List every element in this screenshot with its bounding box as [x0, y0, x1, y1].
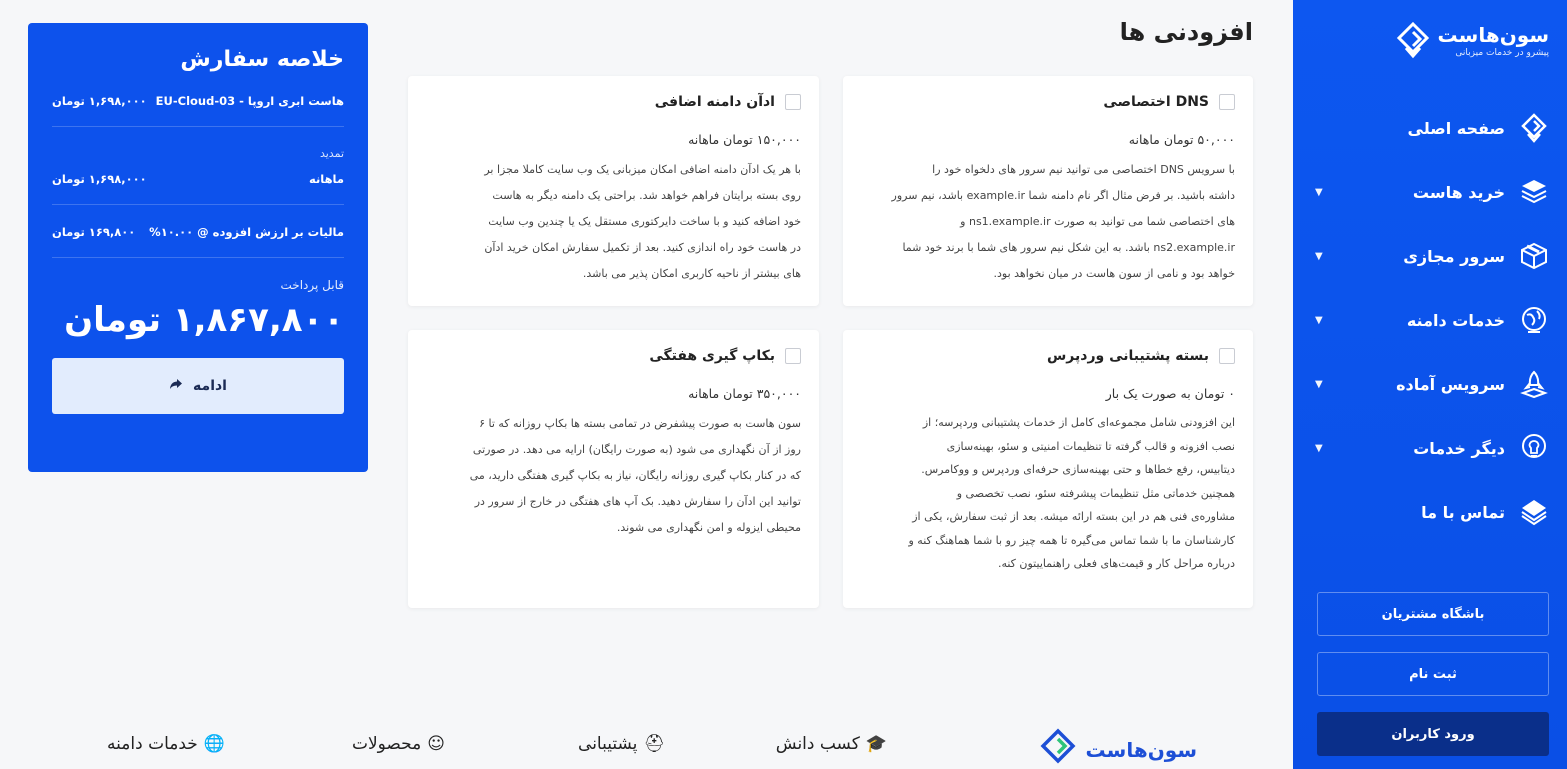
addon-checkbox[interactable] [785, 94, 801, 110]
addon-description [861, 411, 1235, 576]
nav-label: سرور مجازی [1403, 246, 1505, 266]
main-nav [1293, 96, 1567, 544]
brand-text [1438, 23, 1550, 59]
globe-icon [1519, 305, 1549, 335]
addon-title: بسته پشتیبانی وردپرس [1046, 348, 1209, 364]
nav-item-vps[interactable] [1293, 224, 1567, 288]
order-summary [28, 23, 368, 472]
description-line: همچنین خدماتی مثل تنظیمات پیشرفته سئو، نصب تخصصی و [956, 486, 1235, 500]
summary-item-row [52, 94, 344, 127]
description-line: نصب افزونه و قالب گرفته تا تنظیمات امنیتی و سئو، بهینه‌سازی [946, 439, 1235, 453]
caret-down-icon: ▼ [1315, 250, 1323, 262]
nav-item-buy-host[interactable] [1293, 160, 1567, 224]
continue-button[interactable] [52, 358, 344, 414]
description-line: با سرویس DNS اختصاصی می توانید نیم سرور های دلخواه خود را [932, 163, 1235, 176]
footer-link-label: خدمات دامنه [107, 734, 198, 754]
smile-icon: ☺ [427, 734, 445, 754]
nav-label: تماس با ما [1421, 502, 1505, 522]
addon-title: DNS اختصاصی [1103, 94, 1209, 110]
description-line: های اختصاصی شما می توانید به صورت ns1.example.ir و [960, 215, 1235, 228]
footer-link-products[interactable] [352, 734, 445, 754]
summary-item-name: هاست ابری اروپا - EU-Cloud-03 [155, 94, 344, 108]
nav-label: خرید هاست [1412, 182, 1505, 202]
continue-label: ادامه [193, 378, 227, 394]
diamond-logo-icon [1519, 113, 1549, 143]
rocket-icon [1519, 369, 1549, 399]
nav-label: سرویس آماده [1396, 374, 1505, 394]
description-line: کارشناسان ما با شما تماس می‌گیره تا همه چیز رو با شما هماهنگ کنه و [908, 533, 1235, 547]
footer-link-label: محصولات [351, 734, 422, 754]
description-line: روی بسته برایتان فراهم خواهد شد. براحتی یک دامنه دیگر به هاست [492, 189, 801, 202]
share-arrow-icon [169, 378, 183, 394]
nav-item-home[interactable] [1293, 96, 1567, 160]
summary-renew-price: ۱,۶۹۸,۰۰۰ تومان [52, 172, 147, 186]
summary-renew [309, 147, 344, 186]
description-line: ns2.example.ir باشد. به این شکل نیم سرور های شما با برند خود شما [902, 241, 1235, 254]
description-line: با هر یک ادآن دامنه اضافی امکان میزبانی یک وب سایت کاملا مجزا بر [484, 163, 801, 176]
lightbulb-icon [1519, 433, 1549, 463]
footer-link-support[interactable] [578, 734, 665, 754]
description-line: خود اضافه کنید و با ساخت دایرکتوری مستقل یک یا چندین وب سایت [488, 215, 801, 228]
description-line: روز از آن نگهداری می شود (به صورت رایگان) ارایه می دهد. در صورتی [472, 443, 801, 456]
brand-diamond-icon [1396, 22, 1430, 60]
page-title: افزودنی ها [1119, 18, 1253, 46]
addon-price: ۵۰,۰۰۰ تومان ماهانه [1128, 132, 1235, 147]
addon-description [426, 157, 801, 287]
addon-description [426, 411, 801, 541]
description-line: مشاوره‌ی فنی هم در این بسته ارائه میشه. بعد از ثبت سفارش، یکی از [912, 510, 1235, 523]
addon-card-extra-domain [408, 76, 819, 306]
graduation-cap-icon: 🎓 [865, 734, 887, 754]
mail-icon [1519, 497, 1549, 527]
nav-item-domain[interactable] [1293, 288, 1567, 352]
summary-renew-value: ماهانه [308, 172, 344, 186]
brand-name: سون‌هاست [1437, 23, 1549, 47]
addon-price: ۱۵۰,۰۰۰ تومان ماهانه [688, 132, 801, 147]
caret-down-icon: ▼ [1315, 186, 1323, 198]
addon-card-weekly-backup [408, 330, 819, 608]
footer-link-label: کسب دانش [775, 734, 860, 754]
brand-tagline: پیشرو در خدمات میزبانی [1455, 48, 1549, 58]
addon-card-dns [843, 76, 1253, 306]
addon-title: ادآن دامنه اضافی [654, 94, 775, 110]
description-line: سون هاست به صورت پیشفرض در تمامی بسته ها بکاپ روزانه که تا ۶ [479, 417, 801, 430]
footer-link-label: پشتیبانی [578, 734, 638, 754]
caret-down-icon: ▼ [1315, 314, 1323, 326]
footer-link-knowledge[interactable] [776, 734, 887, 754]
payable-label: قابل پرداخت [280, 278, 344, 292]
addon-price: ۳۵۰,۰۰۰ تومان ماهانه [688, 386, 801, 401]
cube-server-icon [1519, 241, 1549, 271]
summary-renew-label: تمدید [319, 147, 344, 160]
description-line: داشته باشید. بر فرض مثال اگر نام دامنه شما example.ir باشد، نیم سرور [891, 189, 1235, 202]
footer [0, 700, 1293, 769]
nav-label: صفحه اصلی [1407, 118, 1505, 138]
summary-tax-label: مالیات بر ارزش افزوده @ ۱۰.۰۰% [149, 225, 344, 239]
description-line: دیتابیس، رفع خطاها و حتی بهینه‌سازی حرفه‌ای وردپرس و ووکامرس. [921, 463, 1235, 476]
description-line: درباره مراحل کار و قیمت‌های فعلی راهنماییتون کنه. [997, 557, 1235, 570]
description-line: که در کنار بکاپ گیری روزانه رایگان، نیاز به بکاپ گیری هفتگی دارید، می [469, 469, 801, 482]
description-line: در هاست خود راه اندازی کنید. بعد از تکمیل سفارش امکان خرید ادآن [484, 241, 801, 254]
addon-card-wordpress-support [843, 330, 1253, 608]
register-button[interactable]: ثبت نام [1317, 652, 1549, 696]
description-line: های بیشتر از ناحیه کاربری امکان پذیر می باشد. [582, 267, 801, 280]
summary-tax-price: ۱۶۹,۸۰۰ تومان [52, 225, 136, 239]
addon-checkbox[interactable] [785, 348, 801, 364]
addon-title: بکاپ گیری هفتگی [649, 348, 775, 364]
nav-item-ready-service[interactable] [1293, 352, 1567, 416]
summary-tax-row [52, 225, 344, 258]
footer-logo[interactable] [1038, 728, 1198, 769]
payable-total: ۱,۸۶۷,۸۰۰ تومان [64, 300, 344, 340]
caret-down-icon: ▼ [1315, 378, 1323, 390]
sidebar [1293, 0, 1567, 769]
description-line: خواهد بود و نامی از سون هاست در میان نخواهد بود. [993, 267, 1235, 280]
customer-club-button[interactable]: باشگاه مشتریان [1317, 592, 1549, 636]
nav-label: خدمات دامنه [1406, 310, 1505, 330]
nav-item-contact[interactable] [1293, 480, 1567, 544]
description-line: توانید این ادآن را سفارش دهید. بک آپ های هفتگی در خارج از سرور در [474, 495, 801, 508]
addon-checkbox[interactable] [1219, 94, 1235, 110]
globe-icon: 🌐 [203, 734, 225, 754]
footer-diamond-icon [1038, 728, 1078, 769]
summary-title: خلاصه سفارش [180, 47, 344, 72]
footer-link-domain[interactable] [107, 734, 225, 754]
description-line: محیطی ایزوله و امن نگهداری می شوند. [616, 521, 801, 534]
addon-checkbox[interactable] [1219, 348, 1235, 364]
login-button[interactable]: ورود کاربران [1317, 712, 1549, 756]
description-line: این افزودنی شامل مجموعه‌ای کامل از خدمات پشتیبانی وردپرسه؛ از [922, 416, 1235, 429]
summary-item-price: ۱,۶۹۸,۰۰۰ تومان [52, 94, 147, 108]
nav-item-other-services[interactable] [1293, 416, 1567, 480]
footer-brand-name: سون‌هاست [1085, 738, 1197, 762]
brand-logo[interactable] [1396, 22, 1550, 60]
addon-description [861, 157, 1235, 287]
addon-price: ۰ تومان به صورت یک بار [1105, 386, 1235, 401]
caret-down-icon: ▼ [1315, 442, 1323, 454]
server-stack-icon [1519, 177, 1549, 207]
nav-label: دیگر خدمات [1413, 438, 1505, 458]
summary-renew-row [52, 147, 344, 205]
lifebuoy-icon: ⛑ [643, 734, 665, 754]
